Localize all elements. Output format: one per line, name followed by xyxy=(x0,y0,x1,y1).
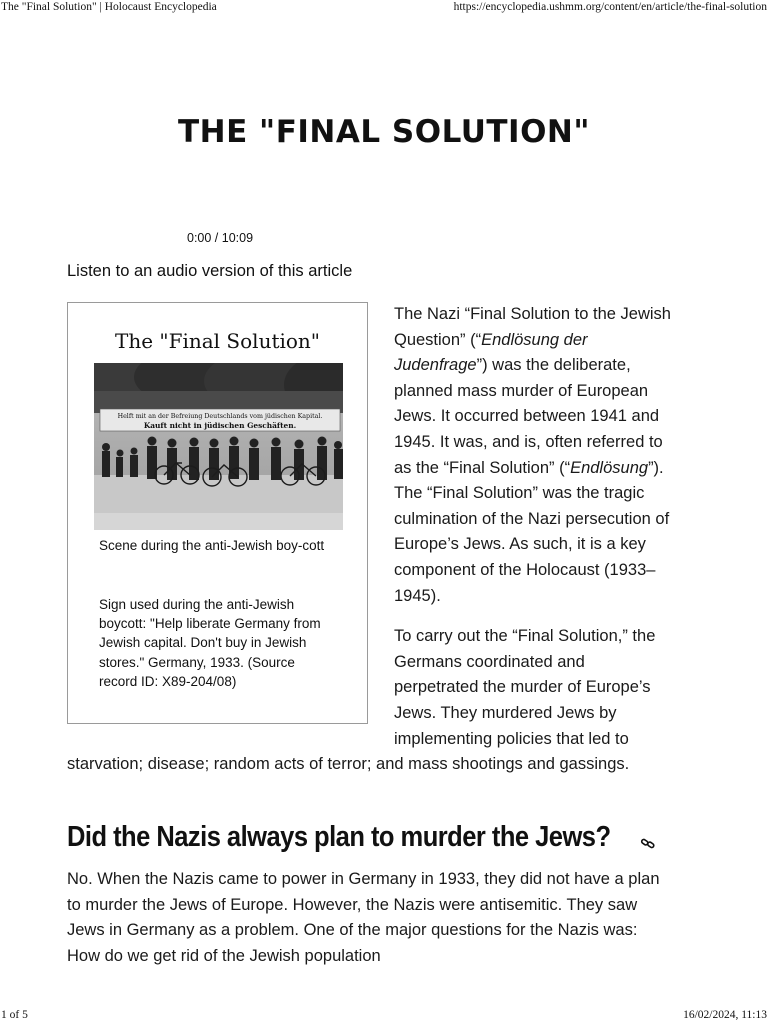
section-heading: Did the Nazis always plan to murder the Jews? xyxy=(67,821,611,853)
intro-text-3: ”). The “Final Solution” was the tragic culmination of the Nazi persecution of Europe’s Jews. As such, it is a key component of the Holocaust (1933–1945). xyxy=(394,458,670,605)
intro-text-2: ”) was the deliberate, planned mass murder of European Jews. It occurred between 1941 and 1945. It was, and is, often referred to as the “Final Solution” (“ xyxy=(394,356,663,477)
intro-italic-1: Endlösung der Judenfrage xyxy=(394,330,588,375)
print-header xyxy=(0,0,768,18)
intro-italic-2: Endlösung xyxy=(570,458,649,477)
figure-description: Sign used during the anti-Jewish boycott: "Help liberate Germany from Jewish capital. Don't buy in Jewish stores." Germany, 1933. (Source record ID: X89-204/08) xyxy=(99,597,321,689)
boycott-photo[interactable] xyxy=(94,363,343,530)
print-footer xyxy=(0,1008,768,1026)
print-footer-datetime: 16/02/2024, 11:13 xyxy=(683,1009,767,1021)
photo-banner-line1: Helft mit an der Befreiung Deutschlands vom jüdischen Kapital. xyxy=(117,413,323,420)
audio-listen-label: Listen to an audio version of this article xyxy=(67,262,353,280)
article-body xyxy=(67,302,671,793)
photo-banner-line2: Kauft nicht in jüdischen Geschäften. xyxy=(143,421,297,430)
boycott-photo-image xyxy=(94,363,343,530)
intro-text-1: The Nazi “Final Solution to the Jewish Question” (“ xyxy=(394,305,671,349)
link-icon[interactable] xyxy=(640,835,656,851)
print-header-title: The "Final Solution" | Holocaust Encyclopedia xyxy=(1,1,217,13)
second-paragraph: To carry out the “Final Solution,” the Germans coordinated and perpetrated the murder of Europe’s Jews. They murdered Jews by implementing policies that led to starvation; disease; random acts of terror; and mass shootings and gassings. xyxy=(67,627,656,774)
audio-time-display: 0:00 / 10:09 xyxy=(187,231,254,245)
section-body: No. When the Nazis came to power in Germany in 1933, they did not have a plan to murder the Jews of Europe. However, the Nazis were antisemitic. They saw Jews in Germany as a problem. One of the major questions for the Nazis was: How do we get rid of the Jewish population xyxy=(67,870,660,965)
print-header-url[interactable]: https://encyclopedia.ushmm.org/content/en/article/the-final-solution xyxy=(453,1,767,13)
figure-caption: Scene during the anti-Jewish boy-cott xyxy=(99,538,325,553)
page-title: THE "FINAL SOLUTION" xyxy=(177,114,591,150)
photo-figure xyxy=(67,302,368,724)
print-footer-page: 1 of 5 xyxy=(1,1009,28,1021)
figure-title[interactable]: The "Final Solution" xyxy=(114,329,321,353)
